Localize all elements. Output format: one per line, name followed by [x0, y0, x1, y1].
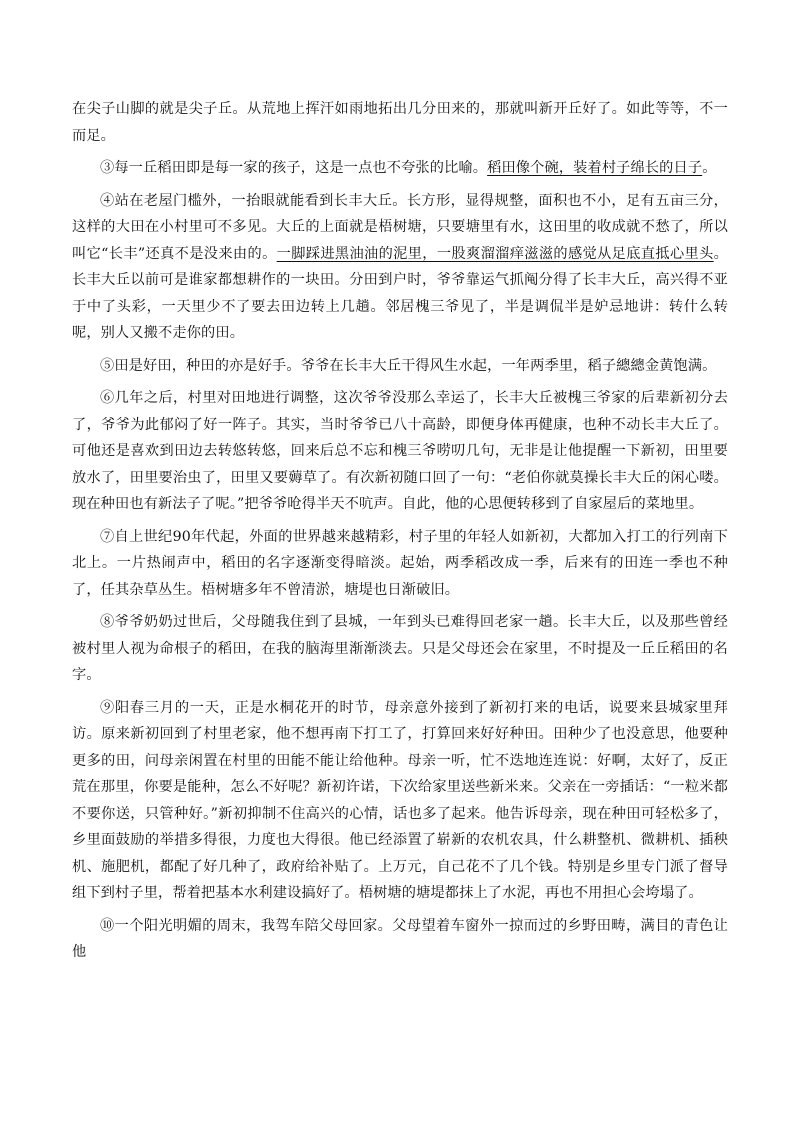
- underlined-sentence: 稻田像个碗，装着村子绵长的日子: [487, 160, 703, 176]
- paragraph-text: ⑤田是好田，种田的亦是好手。爷爷在长丰大丘干得风生水起，一年两季里，稻子總總金黄饱满。: [100, 357, 717, 374]
- paragraph-text: 在尖子山脚的就是尖子丘。从荒地上挥汗如雨地拓出几分田来的，那就叫新开丘好了。如此等等，不一而足。: [72, 101, 728, 144]
- article-body: [72, 96, 728, 966]
- paragraph: [72, 524, 728, 604]
- paragraph-text: 。长丰大丘以前可是谁家都想耕作的一块田。分田到户时，爷爷靠运气抓阄分得了长丰大丘，高兴得不亚于中了头彩，一天里少不了要去田边转上几趟。邻居槐三爷见了，半是调侃半是妒忌地讲：转什么转呢，别人又搬不走你的田。: [72, 245, 728, 341]
- paragraph-text: ④站在老屋门槛外，一抬眼就能看到长丰大丘。长方形，显得规整，面积也不小，足有五亩三分，这样的大田在小村里可不多见。大丘的上面就是梧树塘，只要塘里有水，这田里的收成就不愁了，所以叫它“长丰”还真不是没来由的。: [72, 192, 728, 262]
- paragraph: [72, 353, 728, 380]
- paragraph-text: ⑦自上世纪90年代起，外面的世界越来越精彩，村子里的年轻人如新初，大都加入打工的行列南下北上。一片热闹声中，稻田的名字逐渐变得暗淡。起始，两季稻改成一季，后来有的田连一季也不种了，任其杂草丛生。梧树塘多年不曾清淤，塘堤也日渐破旧。: [72, 528, 728, 598]
- paragraph: [72, 188, 728, 347]
- underlined-sentence: 一脚踩进黑油油的泥里，一股爽溜溜痒滋滋的感觉从足底直抵心里头: [276, 245, 714, 262]
- paragraph-text: 。: [702, 160, 717, 176]
- paragraph-text: ③每一丘稻田即是每一家的孩子，这是一点也不夸张的比喻。: [100, 160, 488, 176]
- paragraph: [72, 695, 728, 907]
- paragraph: [72, 155, 728, 182]
- paragraph: [72, 385, 728, 518]
- paragraph: [72, 609, 728, 689]
- paragraph-text: ⑧爷爷奶奶过世后，父母随我住到了县城，一年到头已难得回老家一趟。长丰大丘，以及那些曾经被村里人视为命根子的稻田，在我的脑海里渐渐淡去。只是父母还会在家里，不时提及一丘丘稻田的名字。: [72, 614, 728, 683]
- paragraph-text: ⑥几年之后，村里对田地进行调整，这次爷爷没那么幸运了，长丰大丘被槐三爷家的后辈新初分去了，爷爷为此郁闷了好一阵子。其实，当时爷爷已八十高龄，即便身体再健康，也种不动长丰大丘了。可他还是喜欢到田边去转悠转悠，回来后总不忘和槐三爷唠叨几句，无非是让他提醒一下新初，田里要放水了，田里要治虫了，田里又要薅草了。有次新初随口回了一句：“老伯你就莫操长丰大丘的闲心喽。现在种田也有新法子了呢。”把爷爷呛得半天不吭声。自此，他的心思便转移到了自家屋后的菜地里。: [72, 390, 728, 512]
- paragraph: [72, 913, 728, 966]
- paragraph: [72, 96, 728, 149]
- paragraph-text: ⑩一个阳光明媚的周末，我驾车陪父母回家。父母望着车窗外一掠而过的乡野田畴，满目的青色让他: [72, 917, 728, 960]
- paragraph-text: ⑨阳春三月的一天，正是水桐花开的时节，母亲意外接到了新初打来的电话，说要来县城家里拜访。原来新初回到了村里老家，他不想再南下打工了，打算回来好好种田。田种少了也没意思，他要种更多的田，问母亲闲置在村里的田能不能让给他种。母亲一听，忙不迭地连连说：好啊，太好了，反正荒在那里，你要是能种，怎么不好呢？新初许诺，下次给家里送些新米来。父亲在一旁插话：“一粒米都不要你送，只管种好。”新初抑制不住高兴的心情，话也多了起来。他告诉母亲，现在种田可轻松多了，乡里面鼓励的举措多得很，力度也大得很。他已经添置了崭新的农机农具，什么耕整机、微耕机、插秧机、施肥机，都配了好几种了，政府给补贴了。上万元，自己花不了几个钱。特别是乡里专门派了督导组下到村子里，帮着把基本水利建设搞好了。梧树塘的塘堤都抹上了水泥，再也不用担心会垮塌了。: [72, 699, 728, 901]
